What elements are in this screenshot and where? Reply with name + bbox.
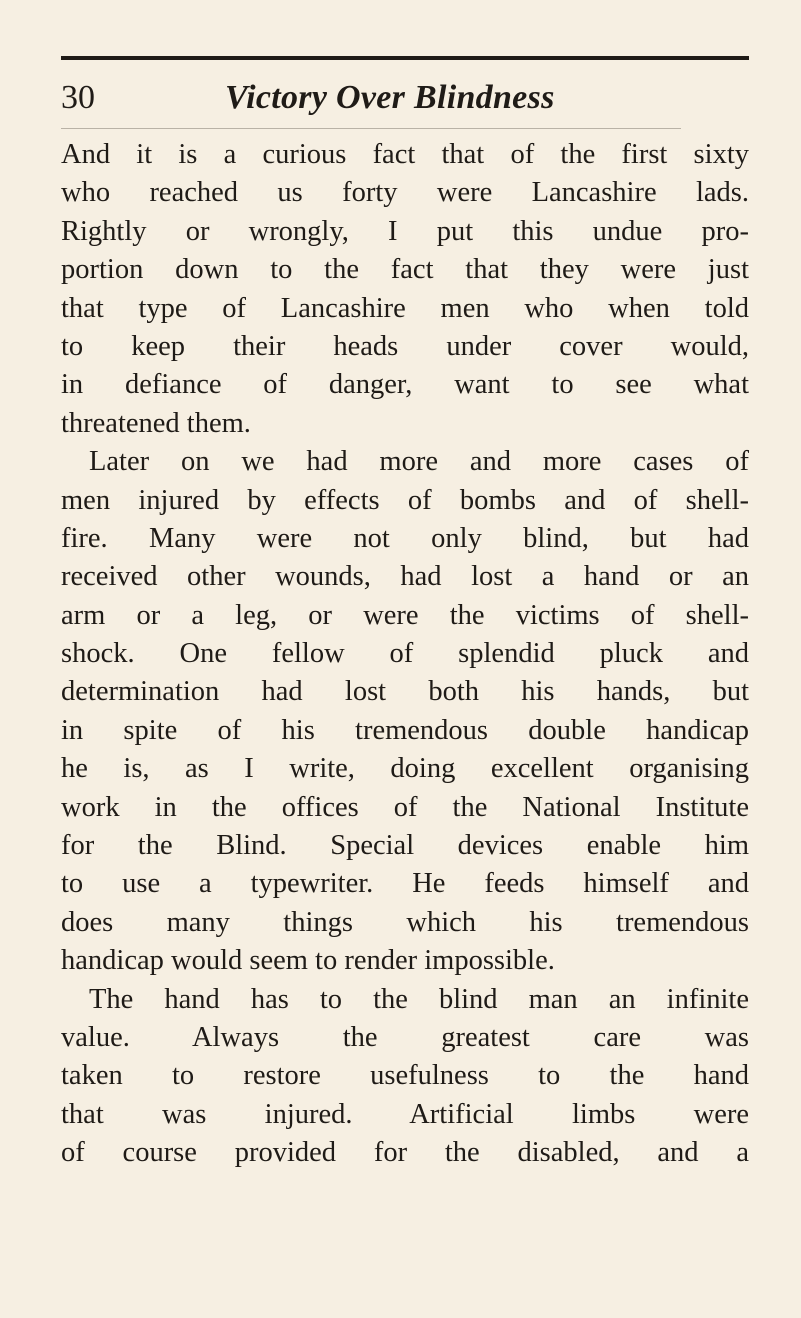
text-line: for the Blind. Special devices enable him [61,830,749,862]
text-line: men injured by effects of bombs and of shell- [61,484,749,516]
page-header [61,74,749,122]
text-line: that was injured. Artificial limbs were [61,1098,749,1130]
text-line: that type of Lancashire men who when told [61,292,749,324]
page-number: 30 [61,79,95,116]
body-text [61,136,749,1173]
text-line: he is, as I write, doing excellent organising [61,753,749,785]
running-title: Victory Over Blindness [225,79,555,116]
text-line: in spite of his tremendous double handicap [61,714,749,746]
text-line: in defiance of danger, want to see what [61,369,749,401]
text-line: does many things which his tremendous [61,906,749,938]
text-line: threatened them. [61,407,251,439]
header-rule [61,128,681,129]
text-line: handicap would seem to render impossible. [61,945,555,977]
top-rule [61,56,749,60]
text-line: to keep their heads under cover would, [61,330,749,362]
text-line: Rightly or wrongly, I put this undue pro- [61,215,749,247]
text-line: of course provided for the disabled, and a [61,1137,749,1169]
text-line: The hand has to the blind man an infinite [89,983,749,1015]
text-line: arm or a leg, or were the victims of shell- [61,599,749,631]
text-line: who reached us forty were Lancashire lads. [61,177,749,209]
text-line: portion down to the fact that they were just [61,254,749,286]
text-line: taken to restore usefulness to the hand [61,1060,749,1092]
text-line: fire. Many were not only blind, but had [61,522,749,554]
text-line: determination had lost both his hands, but [61,676,749,708]
text-line: received other wounds, had lost a hand or an [61,561,749,593]
text-line: to use a typewriter. He feeds himself and [61,868,749,900]
text-line: Later on we had more and more cases of [89,446,749,478]
text-line: And it is a curious fact that of the first sixty [61,139,749,170]
text-line: shock. One fellow of splendid pluck and [61,638,749,670]
text-line: value. Always the greatest care was [61,1021,749,1053]
text-line: work in the offices of the National Institute [61,791,749,823]
